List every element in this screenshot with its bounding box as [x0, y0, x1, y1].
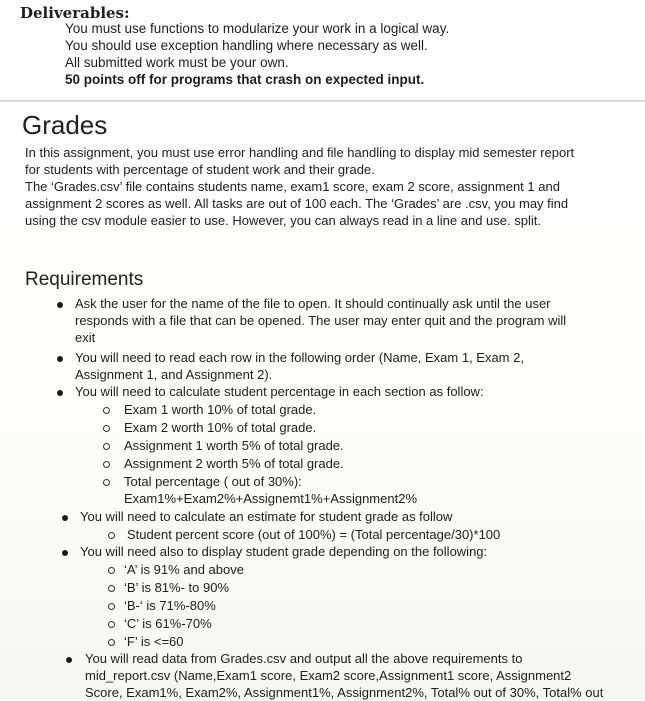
- sub-bullet-icon: [108, 567, 115, 574]
- deliverables-title: Deliverables:: [20, 4, 130, 22]
- requirement-text: Ask the user for the name of the file to open. It should continually ask until the user: [75, 296, 551, 311]
- grades-paragraph: [25, 144, 625, 229]
- bullet-icon: [62, 550, 68, 556]
- deliverable-line-bold: 50 points off for programs that crash on expected input.: [65, 72, 425, 87]
- sub-bullet-icon: [103, 425, 110, 432]
- bullet-icon: [57, 390, 63, 396]
- sub-bullet-icon: [103, 407, 110, 414]
- bullet-icon: [57, 302, 63, 308]
- sub-bullet-icon: [108, 639, 115, 646]
- sub-requirement-text: Exam 2 worth 10% of total grade.: [124, 420, 317, 435]
- requirement-text: Assignment 1, and Assignment 2).: [75, 367, 273, 382]
- paragraph-line: using the csv module easier to use. However, you can always read in a line and use. split.: [25, 213, 541, 228]
- sub-requirement-text: Assignment 2 worth 5% of total grade.: [124, 456, 344, 471]
- sub-bullet-icon: [103, 479, 110, 486]
- paragraph-line: assignment 2 scores as well. All tasks are out of 100 each. The ‘Grades’ are .csv, you may find: [25, 196, 569, 211]
- requirement-text: exit: [75, 330, 96, 345]
- sub-bullet-icon: [108, 585, 115, 592]
- requirement-text: You will need to read each row in the following order (Name, Exam 1, Exam 2,: [75, 350, 524, 365]
- requirement-text: You will read data from Grades.csv and output all the above requirements to: [85, 651, 523, 666]
- requirement-text: You will need to calculate student percentage in each section as follow:: [75, 384, 484, 399]
- grades-heading: Grades: [22, 110, 108, 140]
- sub-requirement-text: Exam 1 worth 10% of total grade.: [124, 402, 317, 417]
- deliverable-line: You must use functions to modularize your work in a logical way.: [65, 21, 450, 36]
- requirements-heading: Requirements: [25, 269, 144, 290]
- requirement-text: responds with a file that can be opened. The user may enter quit and the program will: [75, 313, 567, 328]
- grade-rule-text: ‘C’ is 61%-70%: [124, 616, 212, 631]
- sub-bullet-icon: [108, 603, 115, 610]
- paragraph-line: The ‘Grades.csv’ file contains students name, exam1 score, exam 2 score, assignment 1 and: [25, 179, 560, 194]
- bullet-icon: [57, 356, 63, 362]
- grade-rule-text: ‘B’ is 81%- to 90%: [124, 580, 230, 595]
- sub-bullet-icon: [108, 621, 115, 628]
- sub-requirement-text: Assignment 1 worth 5% of total grade.: [124, 438, 344, 453]
- sub-requirement-text: Total percentage ( out of 30%):: [124, 474, 302, 489]
- deliverable-line: You should use exception handling where necessary as well.: [65, 38, 428, 53]
- requirement-text: You will need also to display student grade depending on the following:: [80, 544, 488, 559]
- sub-bullet-icon: [103, 461, 110, 468]
- sub-requirement-text: Exam1%+Exam2%+Assignemt1%+Assignment2%: [124, 491, 418, 506]
- paragraph-line: for students with percentage of student work and their grade.: [25, 162, 375, 177]
- sub-requirement-text: Student percent score (out of 100%) = (Total percentage/30)*100: [127, 527, 501, 542]
- grade-rule-text: ‘F’ is <=60: [124, 634, 184, 649]
- sub-bullet-icon: [108, 532, 115, 539]
- grade-rule-text: ‘A’ is 91% and above: [124, 562, 244, 577]
- requirement-text: mid_report.csv (Name,Exam1 score, Exam2 score,Assignment1 score, Assignment2: [85, 668, 572, 683]
- requirement-text: Score, Exam1%, Exam2%, Assignment1%, Assignment2%, Total% out of 30%, Total% out: [85, 685, 604, 700]
- bullet-icon: [62, 515, 68, 521]
- paragraph-line: In this assignment, you must use error handling and file handling to display mid semester report: [25, 145, 575, 160]
- section-divider: [0, 100, 645, 102]
- deliverable-line: All submitted work must be your own.: [65, 55, 289, 70]
- bullet-icon: [66, 657, 72, 663]
- sub-bullet-icon: [103, 443, 110, 450]
- requirement-text: You will need to calculate an estimate for student grade as follow: [80, 509, 453, 524]
- grade-rule-text: ‘B-‘ is 71%-80%: [124, 598, 216, 613]
